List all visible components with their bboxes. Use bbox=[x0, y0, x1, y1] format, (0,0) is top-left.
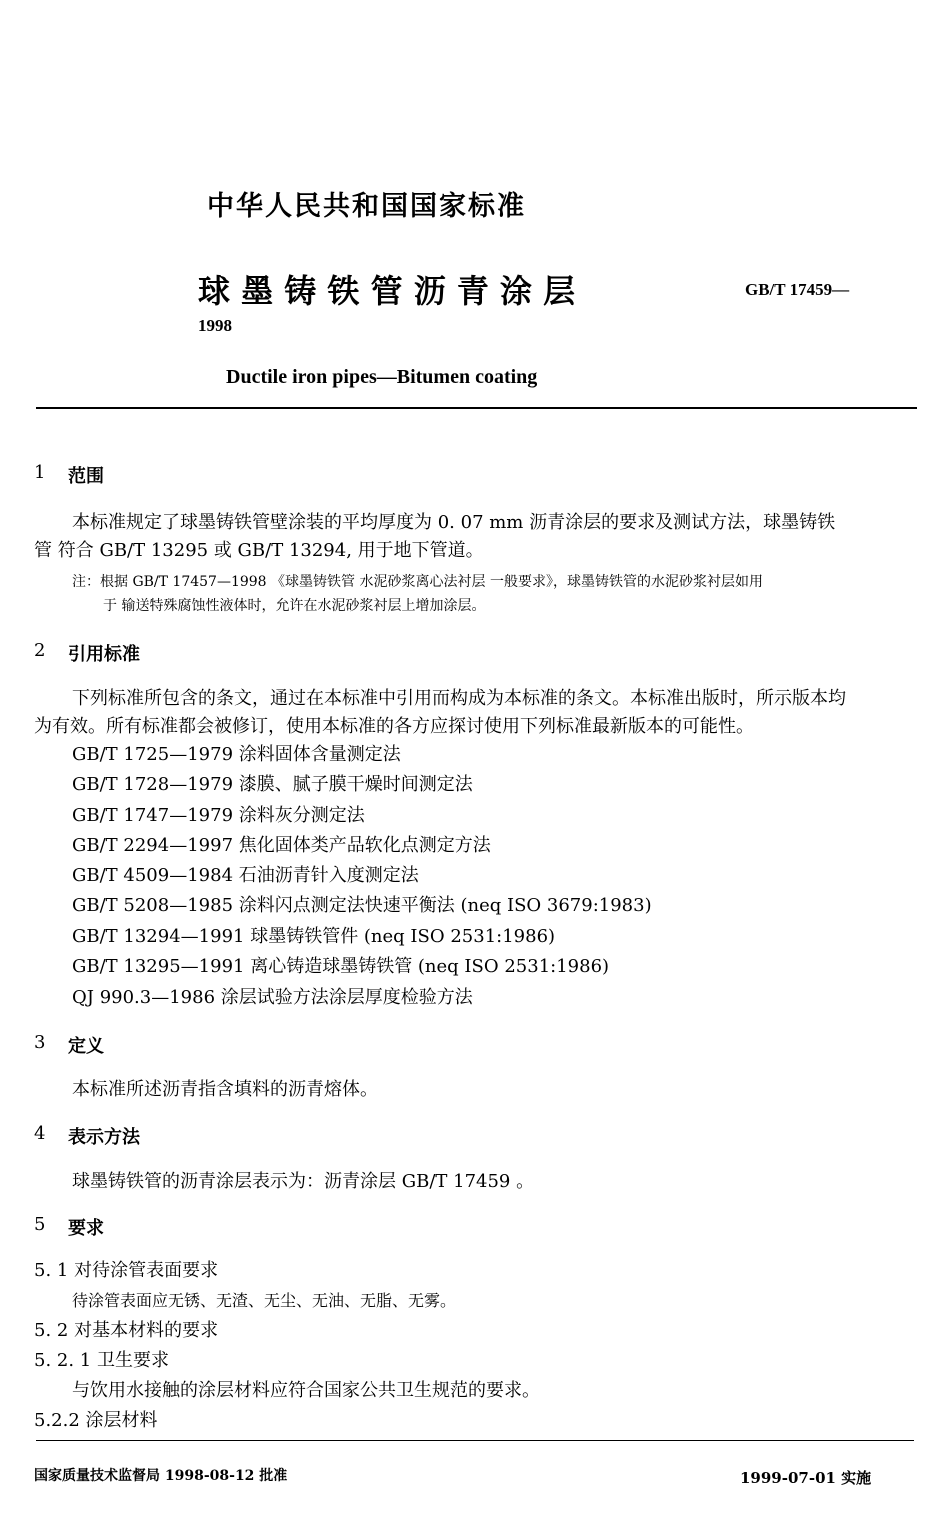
reference-item: GB/T 13294—1991 球墨铸铁管件 (neq ISO 2531:1986) bbox=[72, 926, 556, 947]
implementation-text: 1999-07-01 实施 bbox=[740, 1469, 872, 1487]
reference-item: GB/T 1747—1979 涂料灰分测定法 bbox=[72, 805, 365, 826]
section-2-number: 2 bbox=[34, 640, 46, 661]
section-1-paragraph-line1: 本标准规定了球墨铸铁管壁涂装的平均厚度为 0. 07 mm 沥青涂层的要求及测试方法，球墨铸铁 bbox=[72, 512, 836, 533]
section-4-number: 4 bbox=[34, 1123, 46, 1144]
document-title-cn: 球 墨 铸 铁 管 沥 青 涂 层 bbox=[198, 272, 576, 310]
subsection-5-2-1-text: 与饮用水接触的涂层材料应符合国家公共卫生规范的要求。 bbox=[72, 1380, 540, 1401]
section-1-paragraph-line2: 管 符合 GB/T 13295 或 GB/T 13294, 用于地下管道。 bbox=[34, 540, 484, 561]
standard-code: GB/T 17459— bbox=[745, 280, 850, 299]
section-4-title: 表示方法 bbox=[68, 1127, 140, 1148]
subsection-5-1: 5. 1 对待涂管表面要求 bbox=[34, 1260, 219, 1281]
reference-item: QJ 990.3—1986 涂层试验方法涂层厚度检验方法 bbox=[72, 987, 473, 1008]
reference-item: GB/T 2294—1997 焦化固体类产品软化点测定方法 bbox=[72, 835, 491, 856]
subsection-5-1-text: 待涂管表面应无锈、无渣、无尘、无油、无脂、无雾。 bbox=[72, 1291, 457, 1310]
section-1-note-line1: 注：根据 GB/T 17457—1998 《球墨铸铁管 水泥砂浆离心法衬层 一般要求》，球墨铸铁管的水泥砂浆衬层如用 bbox=[72, 574, 763, 590]
section-5-title: 要求 bbox=[68, 1218, 104, 1239]
section-1-number: 1 bbox=[34, 462, 46, 483]
section-2-paragraph-line2: 为有效。所有标准都会被修订，使用本标准的各方应探讨使用下列标准最新版本的可能性。 bbox=[34, 716, 754, 737]
section-3-number: 3 bbox=[34, 1032, 46, 1053]
reference-item: GB/T 1725—1979 涂料固体含量测定法 bbox=[72, 744, 401, 765]
reference-item: GB/T 4509—1984 石油沥青针入度测定法 bbox=[72, 865, 419, 886]
reference-item: GB/T 13295—1991 离心铸造球墨铸铁管 (neq ISO 2531:1986) bbox=[72, 956, 610, 977]
section-3-title: 定义 bbox=[68, 1036, 104, 1057]
standard-year: 1998 bbox=[198, 316, 232, 335]
section-4-text: 球墨铸铁管的沥青涂层表示为：沥青涂层 GB/T 17459 。 bbox=[72, 1171, 535, 1192]
section-3-text: 本标准所述沥青指含填料的沥青熔体。 bbox=[72, 1079, 378, 1100]
reference-item: GB/T 5208—1985 涂料闪点测定法快速平衡法 (neq ISO 3679:1983) bbox=[72, 895, 652, 916]
section-1-note-line2: 于 输送特殊腐蚀性液体时，允许在水泥砂浆衬层上增加涂层。 bbox=[103, 598, 486, 614]
section-2-paragraph-line1: 下列标准所包含的条文，通过在本标准中引用而构成为本标准的条文。本标准出版时，所示版本均 bbox=[72, 688, 846, 709]
subsection-5-2-1: 5. 2. 1 卫生要求 bbox=[34, 1350, 169, 1371]
document-title-en: Ductile iron pipes—Bitumen coating bbox=[226, 366, 538, 388]
approval-text: 国家质量技术监督局 1998-08-12 批准 bbox=[34, 1468, 288, 1484]
section-1-title: 范围 bbox=[68, 466, 104, 487]
reference-item: GB/T 1728—1979 漆膜、腻子膜干燥时间测定法 bbox=[72, 774, 473, 795]
subsection-5-2-2: 5.2.2 涂层材料 bbox=[34, 1410, 158, 1431]
subsection-5-2: 5. 2 对基本材料的要求 bbox=[34, 1320, 219, 1341]
national-standard-title: 中华人民共和国国家标准 bbox=[207, 191, 526, 222]
section-5-number: 5 bbox=[34, 1214, 46, 1235]
header-divider bbox=[36, 407, 917, 409]
section-2-title: 引用标准 bbox=[68, 644, 140, 665]
footer-divider bbox=[36, 1440, 914, 1441]
